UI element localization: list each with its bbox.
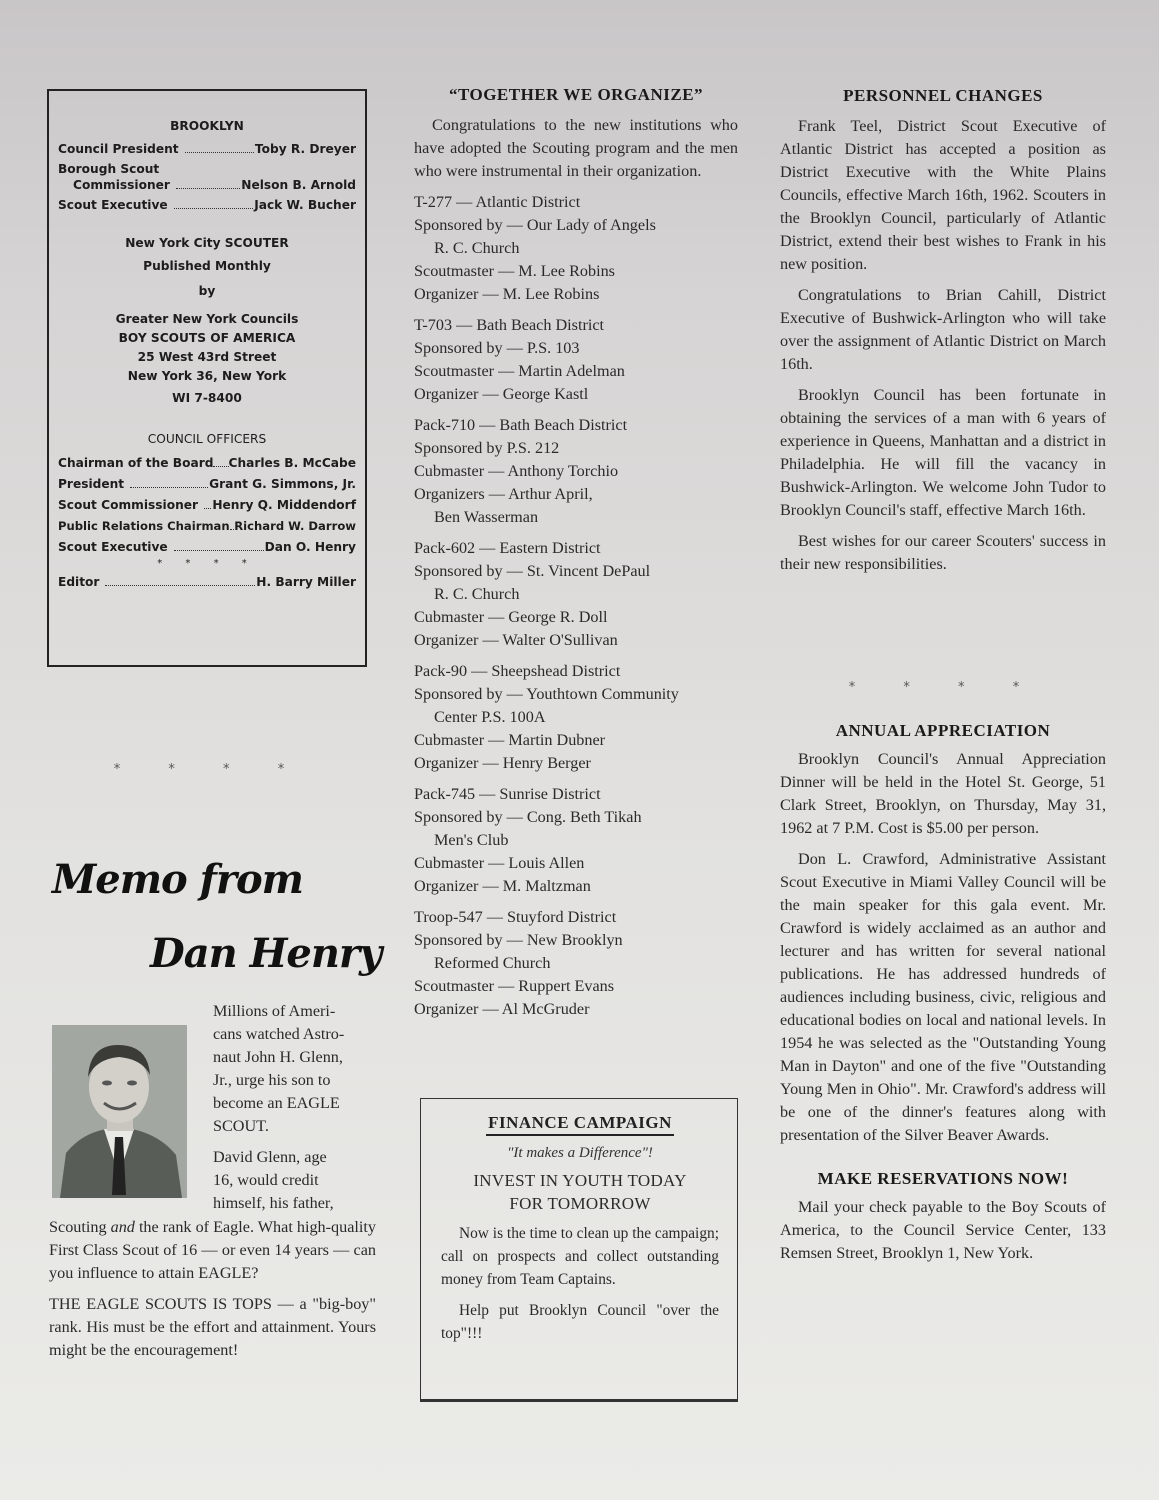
officer-row: Public Relations Chairman Richard W. Darrow: [58, 519, 356, 533]
unit-entry: [414, 783, 738, 898]
officer-row-label: Borough Scout: [58, 162, 160, 176]
unit-entry-line: Scoutmaster — M. Lee Robins: [414, 262, 615, 280]
publisher-address: Greater New York Councils BOY SCOUTS OF AMERICA 25 West 43rd Street New York 36, New York WI 7-8400: [115, 312, 299, 405]
appreciation-section: [780, 721, 1106, 1273]
unit-entry: [414, 660, 738, 775]
finance-title: FINANCE CAMPAIGN: [486, 1113, 674, 1136]
unit-entry-line: Sponsored by — St. Vincent DePaul: [414, 562, 651, 580]
unit-entry-line: Scoutmaster — Martin Adelman: [414, 362, 625, 380]
unit-entry-line: Organizer — Walter O'Sullivan: [414, 631, 618, 649]
unit-entry-line: Organizer — George Kastl: [414, 385, 589, 403]
unit-entry-line: R. C. Church: [434, 239, 520, 257]
unit-entry: [414, 537, 738, 652]
appreciation-paragraph: Don L. Crawford, Administrative Assistant Scout Executive in Miami Valley Council will be the main speaker for this gala event. Mr. Crawford is widely acclaimed as an author and lecturer and has written for several national publications. He has addressed hundreds of audiences including business, civic, religious and educational bodies on local and national levels. In 1954 he was selected as the "Outstanding Young Man in Dayton" and one of the five "Outstanding Young Men in Ohio". Mr. Crawford's address will be one of the dinner's features along with presentation of the Silver Beaver Awards.: [780, 850, 1106, 1144]
unit-entry: [414, 414, 738, 529]
personnel-paragraph: Best wishes for our career Scouters' success in their new responsibilities.: [780, 532, 1106, 573]
unit-entry-line: Cubmaster — Anthony Torchio: [414, 462, 619, 480]
finance-campaign-box: [420, 1098, 738, 1402]
appreciation-title: ANNUAL APPRECIATION: [835, 721, 1051, 740]
unit-entry-line: Men's Club: [434, 831, 509, 849]
unit-entry: [414, 314, 738, 406]
council-officers-heading: COUNCIL OFFICERS: [147, 432, 267, 446]
unit-entry-line: Sponsored by P.S. 212: [414, 439, 560, 457]
officer-row: Scout Executive Dan O. Henry: [58, 540, 356, 554]
unit-entry-line: Organizer — M. Maltzman: [414, 877, 591, 895]
finance-paragraph: Help put Brooklyn Council "over the top"!!!: [441, 1302, 719, 1342]
unit-entry-line: Cubmaster — Louis Allen: [414, 854, 585, 872]
stars-divider: * * * *: [157, 558, 257, 569]
organize-title: “TOGETHER WE ORGANIZE”: [448, 85, 704, 104]
personnel-paragraph: Congratulations to Brian Cahill, District Executive of Bushwick-Arlington who will take over the assignment of Atlantic District on March 16th.: [780, 286, 1106, 373]
reservations-paragraph: Mail your check payable to the Boy Scouts of America, to the Council Service Center, 133 Remsen Street, Brooklyn 1, New York.: [780, 1198, 1106, 1262]
officer-row: Scout Commissioner Henry Q. Middendorf: [58, 498, 356, 512]
personnel-paragraph: Brooklyn Council has been fortunate in obtaining the services of a man with 6 years of experience in Queens, Manhattan and a district in Philadelphia. He will fill the vacancy in Bushwick-Arlington. We welcome John Tudor to Brooklyn Council's staff, effective March 16th.: [780, 386, 1106, 519]
memo-body: [49, 1216, 376, 1370]
organize-intro: Congratulations to the new institutions who have adopted the Scouting program and the men who were instrumental in their organization.: [414, 116, 738, 180]
personnel-paragraph: Frank Teel, District Scout Executive of Atlantic District has accepted a position as District Executive with the White Plains Councils, effective March 16th, 1962. Scouters in the Brooklyn Council, particularly of Atlantic District, extend their best wishes to Frank in his new position.: [780, 117, 1106, 273]
stars-divider: * * * *: [113, 762, 307, 777]
unit-entry-line: Sponsored by — Our Lady of Angels: [414, 216, 656, 234]
unit-entry-line: T-703 — Bath Beach District: [414, 316, 605, 334]
unit-entry-line: Pack-90 — Sheepshead District: [414, 662, 621, 680]
appreciation-paragraph: Brooklyn Council's Annual Appreciation Dinner will be held in the Hotel St. George, 51 Clark Street, Brooklyn, on Thursday, May 31, 1962 at 7 P.M. Cost is $5.00 per person.: [780, 750, 1106, 837]
personnel-title: PERSONNEL CHANGES: [843, 86, 1043, 105]
memo-title-line1: Memo from: [52, 856, 303, 903]
officer-row: Council President Toby R. Dreyer: [58, 142, 356, 156]
unit-entry-line: Sponsored by — Youthtown Community: [414, 685, 679, 703]
officer-row: President Grant G. Simmons, Jr.: [58, 477, 356, 491]
unit-entry-line: Scoutmaster — Ruppert Evans: [414, 977, 615, 995]
unit-entry-line: Sponsored by — New Brooklyn: [414, 931, 623, 949]
unit-entry-line: Center P.S. 100A: [434, 708, 546, 726]
memo-paragraph: THE EAGLE SCOUTS IS TOPS — a "big-boy" rank. His must be the effort and attainment. Yours might be the encouragement!: [49, 1295, 376, 1359]
officer-row: Scout Executive Jack W. Bucher: [58, 198, 356, 212]
unit-entry-line: Organizer — M. Lee Robins: [414, 285, 600, 303]
unit-entry-line: Troop-547 — Stuyford District: [414, 908, 617, 926]
unit-entry-line: Organizer — Al McGruder: [414, 1000, 590, 1018]
unit-entry-line: Sponsored by — P.S. 103: [414, 339, 580, 357]
masthead-box: [47, 89, 367, 667]
reservations-title: MAKE RESERVATIONS NOW!: [817, 1169, 1069, 1188]
unit-entry-line: Organizers — Arthur April,: [414, 485, 593, 503]
stars-divider: * * * *: [848, 680, 1042, 695]
officer-row: Commissioner Nelson B. Arnold: [73, 178, 356, 192]
unit-entry-line: Ben Wasserman: [434, 508, 539, 526]
unit-entry-line: Sponsored by — Cong. Beth Tikah: [414, 808, 642, 826]
finance-slogan-line1: INVEST IN YOUTH TODAY: [473, 1171, 687, 1190]
brooklyn-heading: BROOKLYN: [170, 119, 244, 133]
portrait-photo: [52, 1025, 187, 1198]
officer-row: Chairman of the Board Charles B. McCabe: [58, 456, 356, 470]
unit-entry: [414, 191, 738, 306]
memo-title-line2: Dan Henry: [150, 930, 382, 977]
unit-entry-line: Pack-602 — Eastern District: [414, 539, 601, 557]
organize-section: [414, 85, 738, 1029]
memo-intro: Millions of Ameri- cans watched Astro- naut John H. Glenn, Jr., urge his son to become an EAGLE SCOUT. David Glenn, age 16, would credit himself, his father,: [213, 1002, 345, 1212]
memo-paragraph: Scouting and the rank of Eagle. What high-quality First Class Scout of 16 — or even 14 years — can you influence to attain EAGLE?: [49, 1218, 376, 1282]
finance-paragraph: Now is the time to clean up the campaign; call on prospects and collect outstanding money from Team Captains.: [441, 1225, 719, 1288]
publication-info: New York City SCOUTER Published Monthly by: [125, 236, 289, 298]
unit-entry: [414, 906, 738, 1021]
unit-entry-line: R. C. Church: [434, 585, 520, 603]
finance-slogan-line2: FOR TOMORROW: [509, 1194, 651, 1213]
editor-row: Editor H. Barry Miller: [58, 575, 356, 589]
finance-tagline: "It makes a Difference"!: [507, 1145, 653, 1161]
unit-entry-line: Pack-745 — Sunrise District: [414, 785, 601, 803]
unit-entry-line: Pack-710 — Bath Beach District: [414, 416, 628, 434]
unit-list: [414, 191, 738, 1021]
personnel-section: [780, 86, 1106, 584]
unit-entry-line: Organizer — Henry Berger: [414, 754, 591, 772]
unit-entry-line: Cubmaster — Martin Dubner: [414, 731, 606, 749]
unit-entry-line: Reformed Church: [434, 954, 551, 972]
portrait-photo-graphic: [52, 1025, 187, 1198]
unit-entry-line: T-277 — Atlantic District: [414, 193, 581, 211]
unit-entry-line: Cubmaster — George R. Doll: [414, 608, 608, 626]
